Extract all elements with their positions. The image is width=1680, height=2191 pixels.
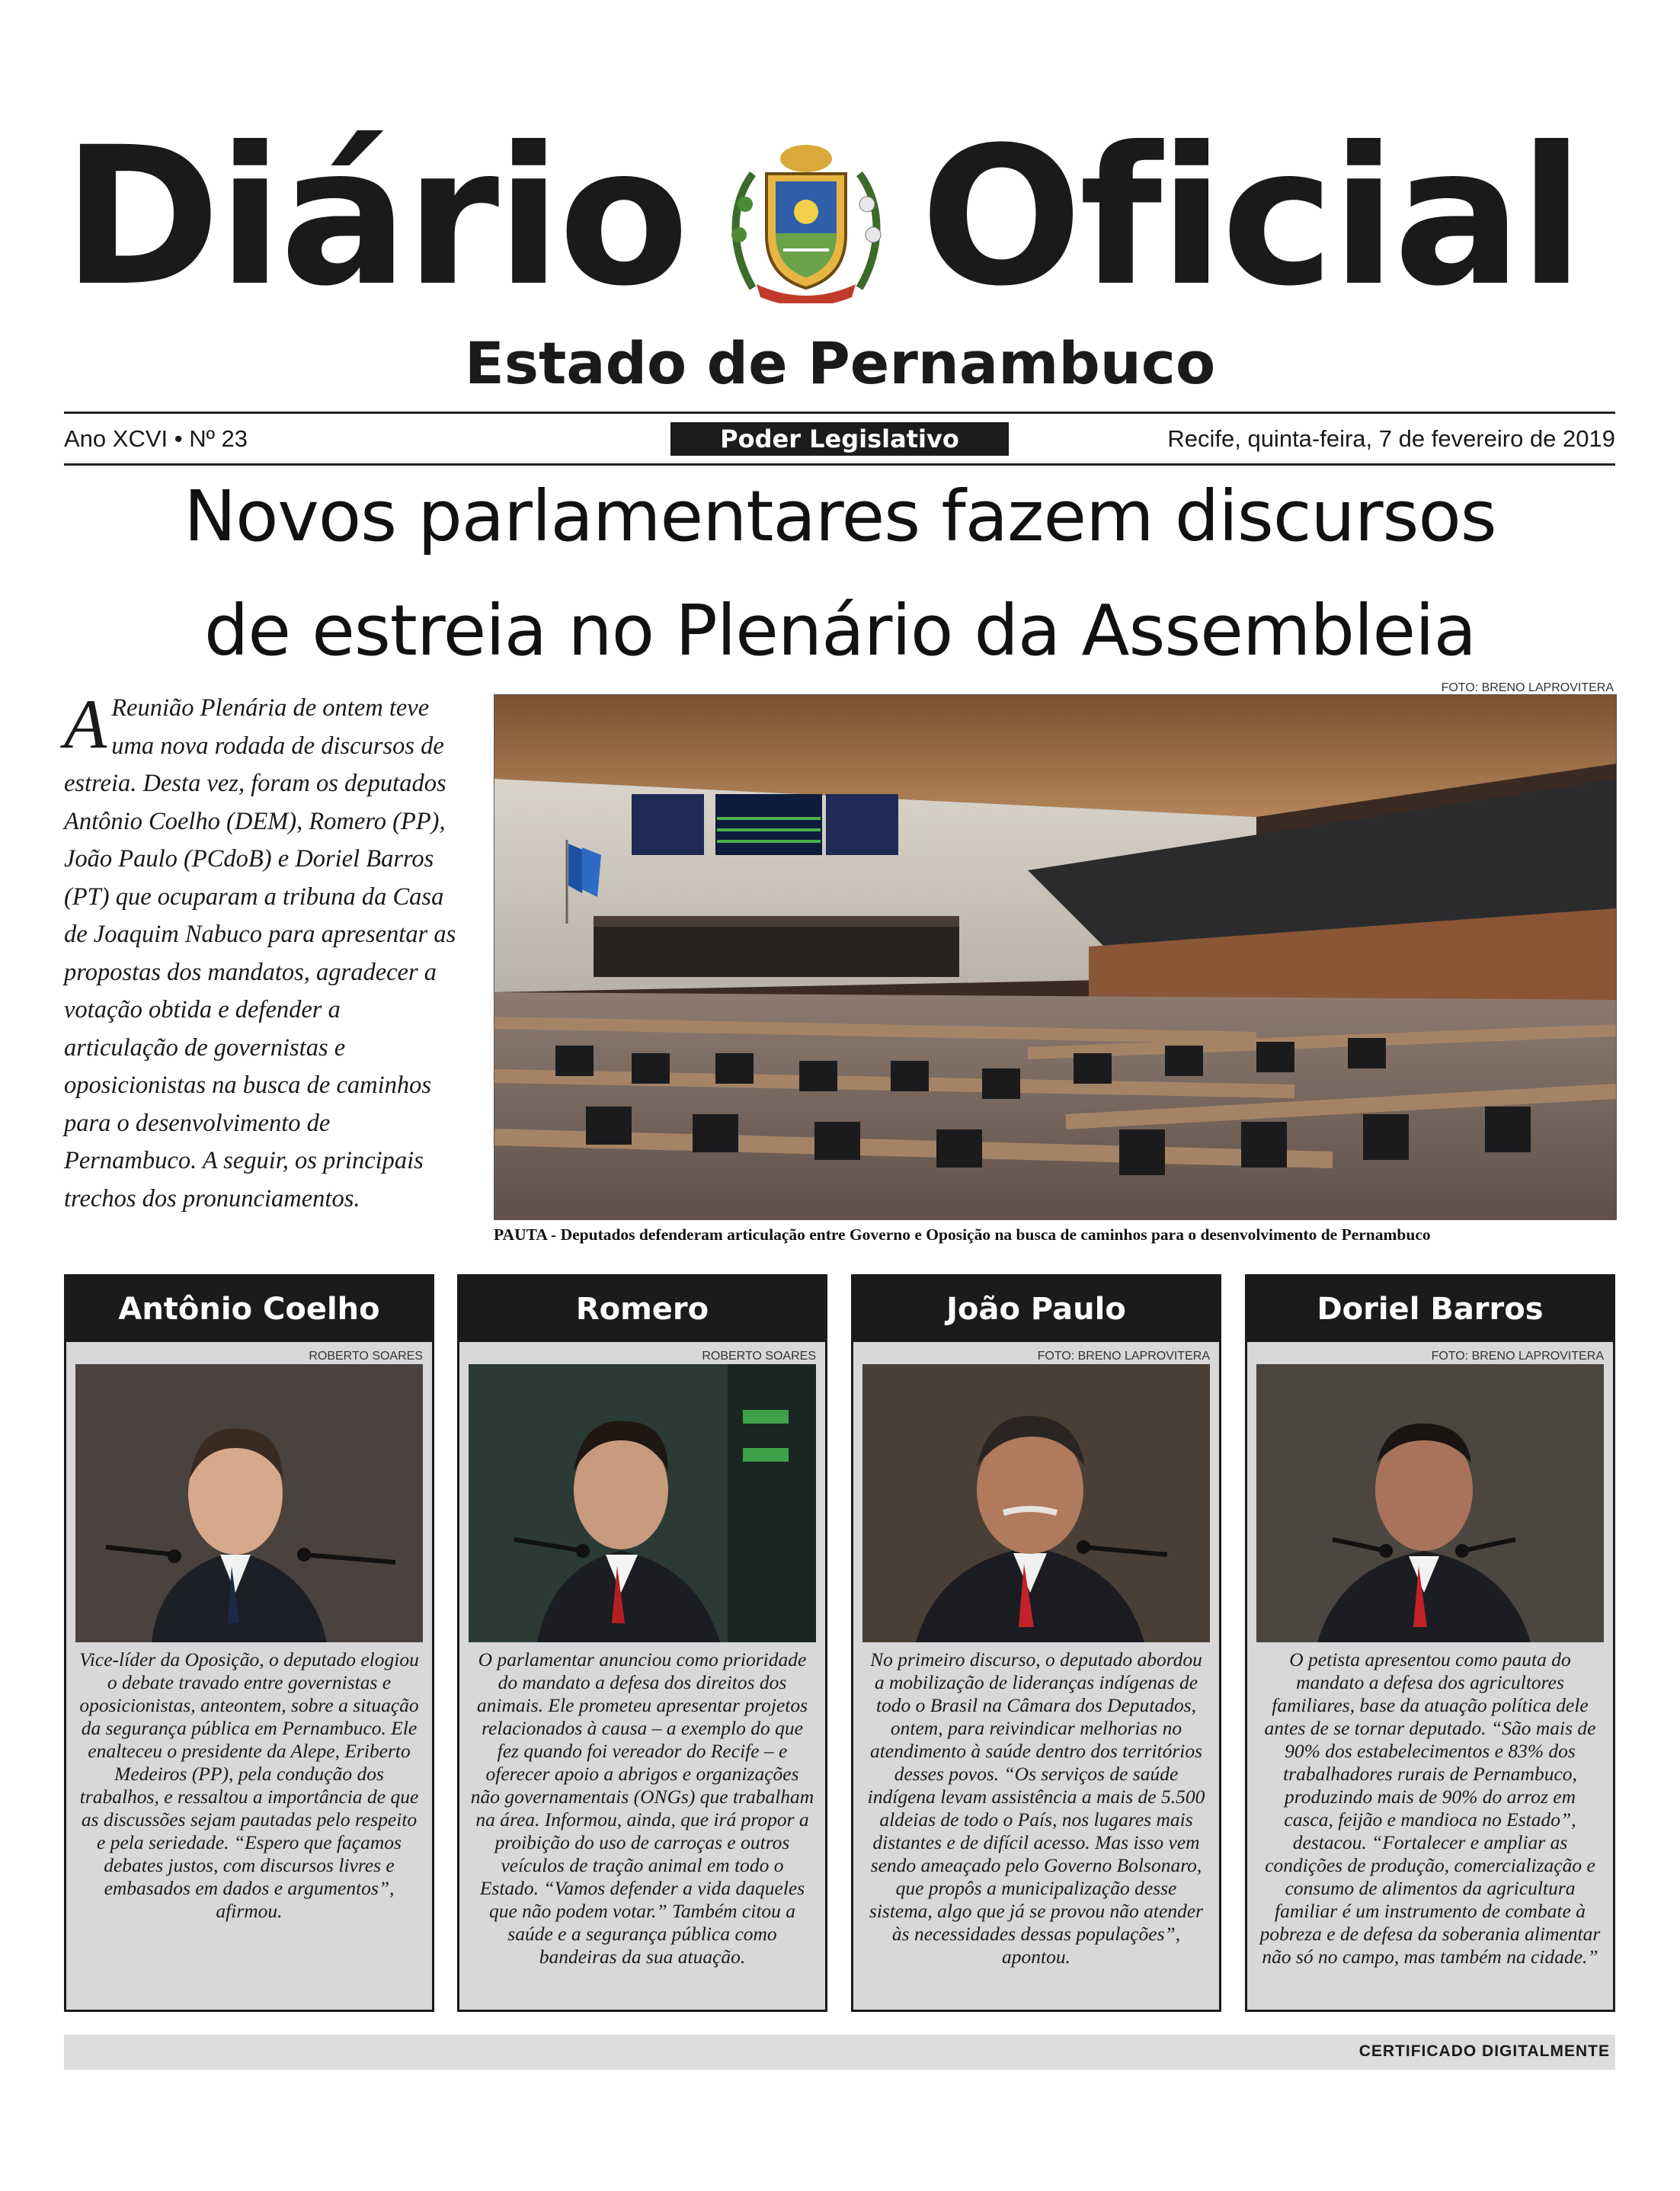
headline-line-2: de estreia no Plenário da Assembleia [203,590,1477,671]
profile-photo [1256,1364,1604,1642]
issue-date: Recife, quinta-feira, 7 de fevereiro de 2019 [1167,425,1615,452]
profile-photo [469,1364,816,1642]
plenary-photo [494,694,1617,1220]
profile-card-antonio-coelho [64,1274,434,2012]
headline-line-1: Novos parlamentares fazem discursos [184,476,1496,557]
profile-photo [862,1364,1210,1642]
lead-paragraph [64,685,460,1218]
masthead-rule-bottom [64,463,1615,466]
profile-text: No primeiro discurso, o deputado abordou a mobilização de lideranças indígenas de todo o Brasil na Câmara dos Deputados, ontem, para reivindicar melhorias no atendimento à saúde dentro dos territórios desses povos. “Os serviços de saúde indígena levam assistência a mais de 5.500 aldeias de todo o País, nos lugares mais distantes e de difícil acesso. Mas isso vem sendo ameaçado pelo Governo Bolsonaro, que propôs a municipalização desse sistema, algo que já se provou não atender às necessidades dessas populações”, apontou. [867,1648,1205,1968]
profile-card-doriel-barros [1245,1274,1615,2012]
profile-name: Antônio Coelho [66,1276,432,1342]
issue-volume: Ano XCVI • Nº 23 [64,425,248,452]
profile-text: Vice-líder da Oposição, o deputado elogiou o debate travado entre governistas e oposicionistas, anteontem, sobre a situação da segurança pública em Pernambuco. Ele enalteceu o presidente da Alepe, Eriberto Medeiros (PP), pela condução dos trabalhos, e ressaltou a importância de que as discussões sejam pautadas pelo respeito e pela seriedade. “Espero que façamos debates justos, com discursos livres e embasados em dados e argumentos”, afirmou. [79,1648,419,1922]
profile-name: Doriel Barros [1247,1276,1613,1342]
coat-of-arms-icon [722,136,890,303]
masthead-subtitle: Estado de Pernambuco [464,329,1216,397]
branch-label: Poder Legislativo [670,422,1009,456]
profile-card-romero [457,1274,827,2012]
profile-photo-credit: ROBERTO SOARES [309,1350,423,1363]
profile-name: Romero [459,1276,825,1342]
profile-name: João Paulo [853,1276,1219,1342]
profile-text: O petista apresentou como pauta do mandato a defesa dos agricultores familiares, base da atuação política dele antes de se tornar deputado. “São mais de 90% dos estabelecimentos e 83% dos trabalhadores rurais de Pernambuco, produzindo mais de 90% do arroz em casca, feijão e mandioca no Estado”, destacou. “Fortalecer e ampliar as condições de produção, comercialização e consumo de alimentos da agricultura familiar é um instrumento de combate à pobreza e de defesa da soberania alimentar não só no campo, mas também na cidade.” [1259,1648,1601,1968]
masthead-title-left: Diário [62,106,686,328]
profile-text: O parlamentar anunciou como prioridade do mandato a defesa dos direitos dos animais. Ele prometeu apresentar projetos relacionados à causa – a exemplo do que fez quando foi vereador do Recife – e oferecer apoio a abrigos e organizações não governamentais (ONGs) que trabalham na área. Informou, ainda, que irá propor a proibição do uso de carroças e outros veículos de tração animal em todo o Estado. “Vamos defender a vida daqueles que não podem votar.” Também citou a saúde e a segurança pública como bandeiras da sua atuação. [470,1648,814,1968]
digital-certificate-label: CERTIFICADO DIGITALMENTE [1358,2042,1610,2060]
lead-text: Reunião Plenária de ontem teve uma nova rodada de discursos de estreia. Desta vez, foram os deputados Antônio Coelho (DEM), Romero (PP), João Paulo (PCdoB) e Doriel Barros (PT) que ocuparam a tribuna da Casa de Joaquim Nabuco para apresentar as propostas dos mandatos, agradecer a votação obtida e defender a articulação de governistas e oposicionistas na busca de caminhos para o desenvolvimento de Pernambuco. A seguir, os principais trechos dos pronunciamentos. [64,694,456,1212]
main-photo-caption: PAUTA - Deputados defenderam articulação entre Governo e Oposição na busca de caminhos para o desenvolvimento de Pernambuco [494,1225,1431,1244]
masthead-rule-top [64,412,1615,414]
main-photo-credit: FOTO: BRENO LAPROVITERA [1441,681,1614,694]
profile-photo [75,1364,423,1642]
profile-photo-credit: FOTO: BRENO LAPROVITERA [1037,1350,1210,1363]
profile-photo-credit: ROBERTO SOARES [702,1350,816,1363]
profile-card-joao-paulo [851,1274,1221,2012]
profile-photo-credit: FOTO: BRENO LAPROVITERA [1431,1350,1604,1363]
masthead-title-right: Oficial [920,106,1582,328]
lead-dropcap: A [64,685,107,763]
